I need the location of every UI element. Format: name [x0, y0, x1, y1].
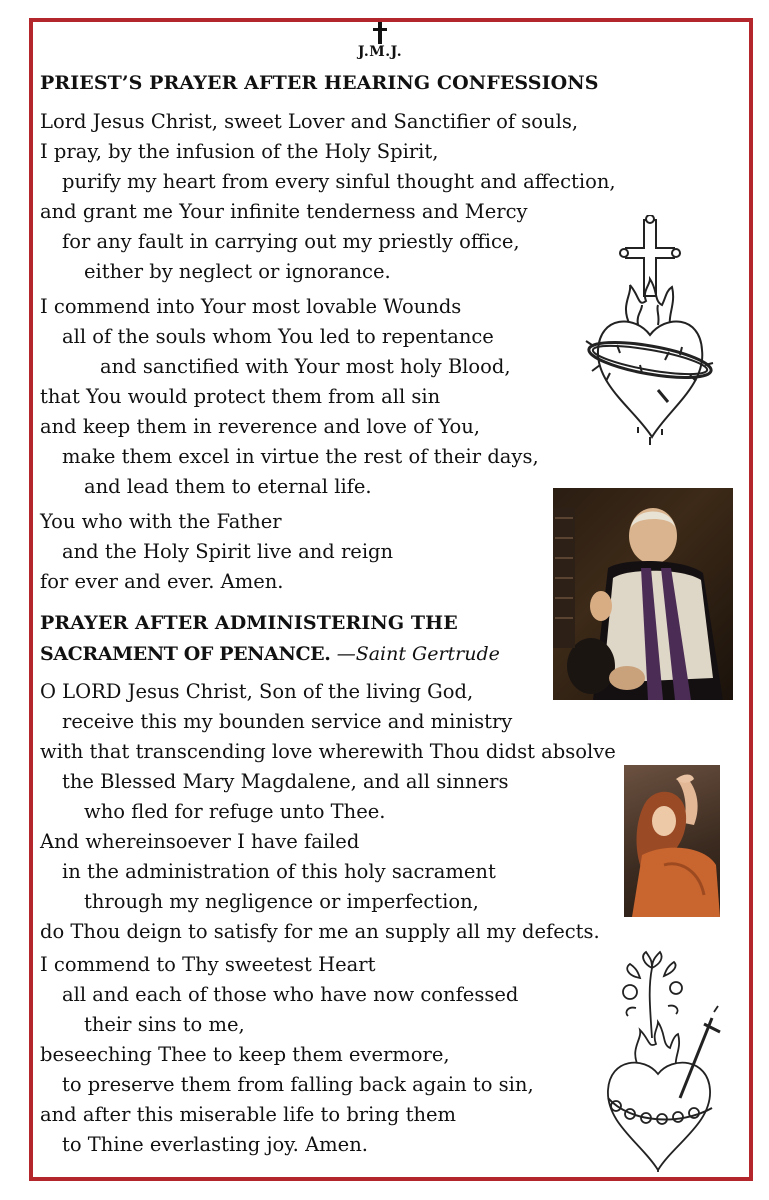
prayer-2-attribution: —Saint Gertrude [336, 643, 500, 665]
prayer-2-title-line-1: PRAYER AFTER ADMINISTERING THE [40, 612, 458, 634]
cross-icon [373, 22, 387, 44]
prayer-1-line: for ever and ever. Amen. [40, 570, 284, 593]
prayer-2-line: And whereinsoever I have failed [40, 830, 360, 853]
prayer-1-line: all of the souls whom You led to repentance [62, 325, 494, 348]
prayer-2-line: to Thine everlasting joy. Amen. [62, 1133, 368, 1156]
prayer-1-line: for any fault in carrying out my priestly office, [62, 230, 520, 253]
prayer-2-line: who fled for refuge unto Thee. [84, 800, 386, 823]
prayer-1-line: and sanctified with Your most holy Blood, [100, 355, 511, 378]
prayer-1-line: I commend into Your most lovable Wounds [40, 295, 462, 318]
prayer-2-line: and after this miserable life to bring them [40, 1103, 457, 1126]
prayer-2-line: O LORD Jesus Christ, Son of the living God, [40, 680, 474, 703]
prayer-2-line: I commend to Thy sweetest Heart [40, 953, 376, 976]
prayer-1-line: and grant me Your infinite tenderness and Mercy [40, 200, 528, 223]
prayer-2-line: beseeching Thee to keep them evermore, [40, 1043, 450, 1066]
sacred-heart-thorns-icon [580, 215, 720, 445]
prayer-1-line: Lord Jesus Christ, sweet Lover and Sanctifier of souls, [40, 110, 579, 133]
prayer-2-line: in the administration of this holy sacrament [62, 860, 496, 883]
prayer-1-title: PRIEST’S PRAYER AFTER HEARING CONFESSIONS [40, 72, 599, 94]
prayer-2-line: with that transcending love wherewith Thou didst absolve [40, 740, 616, 763]
prayer-2-title-sacrament: SACRAMENT OF PENANCE. [40, 643, 331, 665]
prayer-2-line: the Blessed Mary Magdalene, and all sinners [62, 770, 509, 793]
prayer-2-line: their sins to me, [84, 1013, 245, 1036]
prayer-1-line: either by neglect or ignorance. [84, 260, 391, 283]
prayer-2-line: receive this my bounden service and ministry [62, 710, 513, 733]
prayer-2-line: do Thou deign to satisfy for me an supply all my defects. [40, 920, 600, 943]
prayer-2-title-line-2 [40, 643, 500, 665]
prayer-1-line: You who with the Father [40, 510, 282, 533]
prayer-1-line: purify my heart from every sinful thought and affection, [62, 170, 616, 193]
prayer-1-line: make them excel in virtue the rest of their days, [62, 445, 539, 468]
saint-confessor-painting [553, 488, 733, 700]
prayer-1-line: I pray, by the infusion of the Holy Spirit, [40, 140, 439, 163]
jmj-header: J.M.J. [357, 44, 403, 60]
prayer-1-line: and keep them in reverence and love of You, [40, 415, 480, 438]
prayer-2-line: to preserve them from falling back again to sin, [62, 1073, 534, 1096]
mary-magdalene-painting [624, 765, 720, 917]
prayer-1-line: that You would protect them from all sin [40, 385, 441, 408]
prayer-1-line: and the Holy Spirit live and reign [62, 540, 394, 563]
immaculate-heart-lilies-icon [600, 948, 725, 1173]
prayer-1-line: and lead them to eternal life. [84, 475, 372, 498]
prayer-2-line: through my negligence or imperfection, [84, 890, 479, 913]
prayer-2-line: all and each of those who have now confessed [62, 983, 519, 1006]
